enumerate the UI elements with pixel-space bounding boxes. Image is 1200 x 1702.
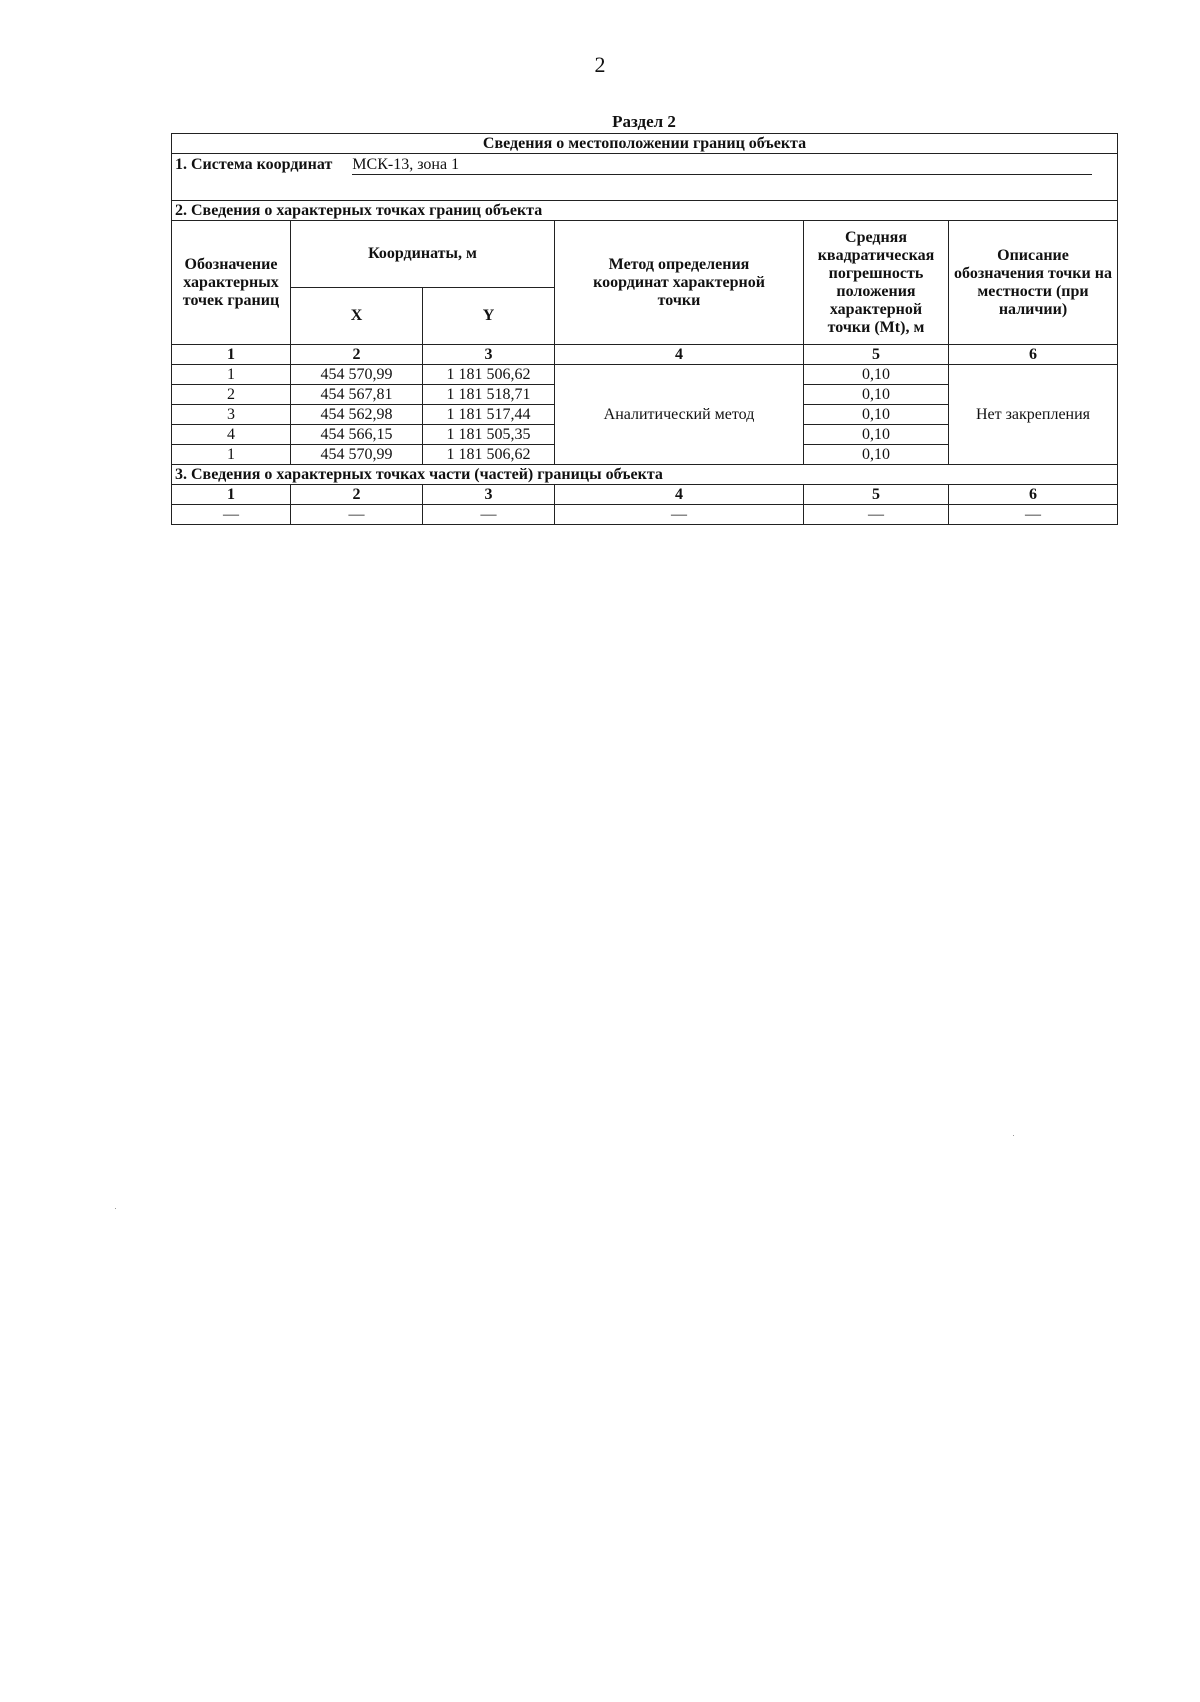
mt-cell: 0,10 — [804, 445, 949, 465]
mt-cell: 0,10 — [804, 365, 949, 385]
table-row — [172, 505, 1118, 525]
part2-title: 2. Сведения о характерных точках границ объекта — [172, 201, 1118, 221]
part3-cell: — — [172, 505, 291, 525]
part3-col-number: 3 — [423, 485, 555, 505]
part3-cell: — — [423, 505, 555, 525]
page-number: 2 — [594, 52, 606, 77]
table-row — [172, 365, 1118, 385]
coord-system-row — [172, 154, 1118, 201]
part3-cell: — — [949, 505, 1118, 525]
part3-col-number: 2 — [291, 485, 423, 505]
header-y: Y — [423, 288, 555, 345]
part3-col-number: 1 — [172, 485, 291, 505]
part3-title: 3. Сведения о характерных точках части (частей) границы объекта — [172, 465, 1118, 485]
y-cell: 1 181 517,44 — [423, 405, 555, 425]
part3-cell: — — [555, 505, 804, 525]
header-coordinates: Координаты, м — [291, 221, 555, 288]
description-cell: Нет закрепления — [949, 365, 1118, 465]
col-number: 6 — [949, 345, 1118, 365]
coord-system-value: МСК-13, зона 1 — [352, 156, 460, 173]
mt-cell: 0,10 — [804, 405, 949, 425]
y-cell: 1 181 518,71 — [423, 385, 555, 405]
x-cell: 454 570,99 — [291, 445, 423, 465]
x-cell: 454 566,15 — [291, 425, 423, 445]
point-cell: 1 — [172, 365, 291, 385]
col-number: 4 — [555, 345, 804, 365]
col-number: 1 — [172, 345, 291, 365]
y-cell: 1 181 506,62 — [423, 445, 555, 465]
point-cell: 1 — [172, 445, 291, 465]
x-cell: 454 562,98 — [291, 405, 423, 425]
coord-system-label: 1. Система координат — [175, 156, 333, 173]
point-cell: 3 — [172, 405, 291, 425]
coord-system-value-line — [352, 156, 1092, 175]
col-number: 2 — [291, 345, 423, 365]
section-title: Раздел 2 — [612, 112, 676, 131]
header-description: Описание обозначения точки на местности (при наличии) — [949, 221, 1118, 345]
boundary-table — [171, 133, 1118, 525]
x-cell: 454 570,99 — [291, 365, 423, 385]
part3-col-number: 6 — [949, 485, 1118, 505]
mt-cell: 0,10 — [804, 425, 949, 445]
scan-speck — [1013, 1135, 1014, 1136]
point-cell: 2 — [172, 385, 291, 405]
header-point-designation: Обозначение характерных точек границ — [172, 221, 291, 345]
method-cell: Аналитический метод — [555, 365, 804, 465]
part3-col-number: 5 — [804, 485, 949, 505]
point-cell: 4 — [172, 425, 291, 445]
mt-cell: 0,10 — [804, 385, 949, 405]
y-cell: 1 181 505,35 — [423, 425, 555, 445]
header-x: X — [291, 288, 423, 345]
part3-col-number: 4 — [555, 485, 804, 505]
header-method: Метод определения координат характерной точки — [555, 221, 804, 345]
part3-cell: — — [804, 505, 949, 525]
table-heading: Сведения о местоположении границ объекта — [172, 134, 1118, 154]
col-number: 3 — [423, 345, 555, 365]
part3-cell: — — [291, 505, 423, 525]
scan-speck — [115, 1208, 116, 1209]
x-cell: 454 567,81 — [291, 385, 423, 405]
header-mean-error: Средняя квадратическая погрешность положения характерной точки (Mt), м — [804, 221, 949, 345]
col-number: 5 — [804, 345, 949, 365]
y-cell: 1 181 506,62 — [423, 365, 555, 385]
